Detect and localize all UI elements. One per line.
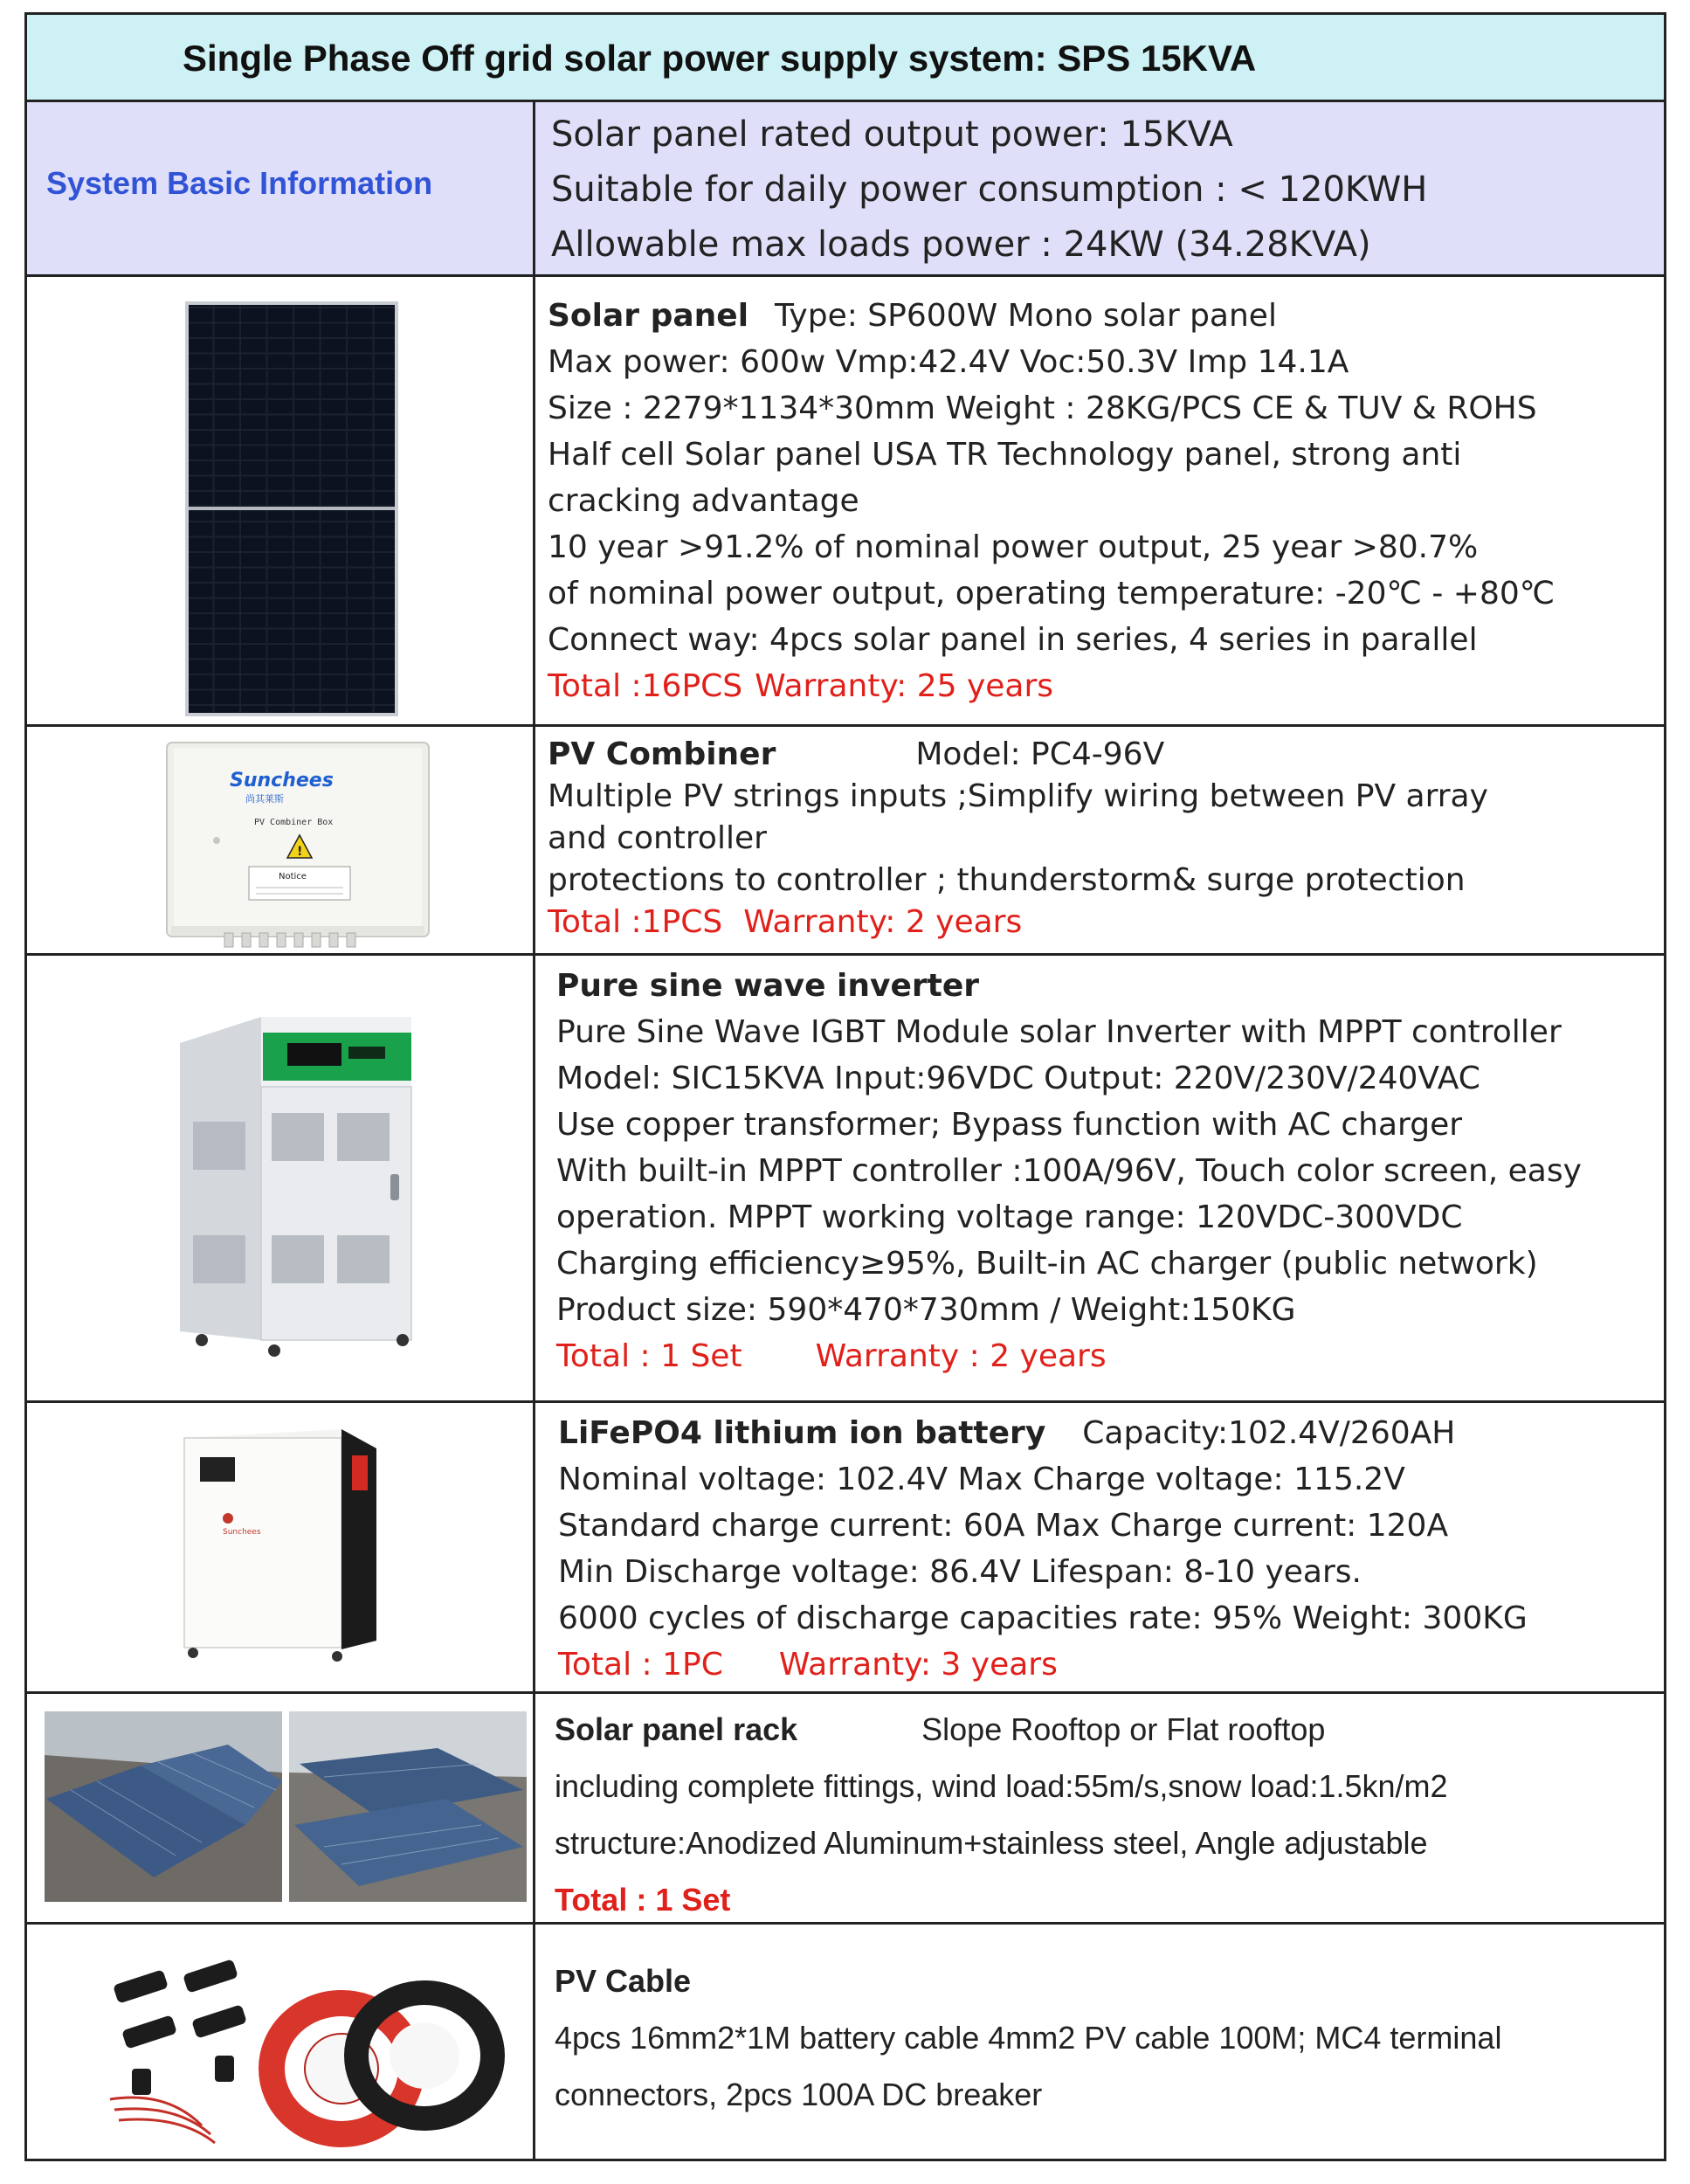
battery-heading: LiFePO4 lithium ion battery (558, 1415, 1046, 1451)
lock-icon (390, 1174, 399, 1200)
rack-heading: Solar panel rack (555, 1711, 798, 1747)
inverter-line-6: Charging efficiency≥95%, Built-in AC charger (public network) (556, 1246, 1538, 1282)
inverter-line-7: Product size: 590*470*730mm / Weight:150KG (556, 1292, 1296, 1328)
inverter-total: Total : 1 Set (556, 1338, 742, 1374)
solar-panel-line-5: 10 year >91.2% of nominal power output, 25 year >80.7% (548, 529, 1479, 565)
combiner-box-image (27, 727, 535, 952)
battery-image-cell (27, 1403, 535, 1691)
pv-combiner-warranty: Warranty: 2 years (743, 904, 1023, 940)
battery-logo (223, 1513, 233, 1524)
rack-details (535, 1694, 1664, 1922)
battery-line-4: 6000 cycles of discharge capacities rate: 95% Weight: 300KG (558, 1600, 1528, 1636)
solar-panel-warranty: Warranty: 25 years (755, 668, 1054, 704)
inverter-line-3: Use copper transformer; Bypass function with AC charger (556, 1107, 1463, 1143)
combiner-brand-sub: 尚其莱斯 (245, 793, 284, 805)
solar-panel-image-cell (27, 277, 535, 724)
solar-panel-heading: Solar panel (548, 298, 749, 334)
rack-image (27, 1694, 535, 1921)
battery-warranty: Warranty: 3 years (778, 1647, 1058, 1683)
battery-line-2: Standard charge current: 60A Max Charge current: 120A (558, 1508, 1449, 1544)
system-info-label: System Basic Information (46, 165, 433, 201)
rack-row (27, 1694, 1664, 1925)
rack-image-cell (27, 1694, 535, 1922)
pv-combiner-line-2: and controller (548, 820, 767, 856)
solar-panel-line-7: Connect way: 4pcs solar panel in series, 4 series in parallel (548, 622, 1478, 658)
pv-combiner-heading: PV Combiner (548, 736, 776, 772)
solar-panel-details (535, 277, 1664, 724)
combiner-brand: Sunchees (230, 770, 334, 791)
solar-panel-line-6: of nominal power output, operating temperature: -20℃ - +80℃ (548, 576, 1555, 612)
rack-total: Total : 1 Set (555, 1882, 731, 1918)
rack-line-1: including complete fittings, wind load:55m/s,snow load:1.5kn/m2 (555, 1768, 1448, 1804)
solar-panel-line-3: Half cell Solar panel USA TR Technology panel, strong anti (548, 437, 1462, 473)
rack-line-2: structure:Anodized Aluminum+stainless steel, Angle adjustable (555, 1825, 1428, 1861)
spec-sheet (24, 12, 1666, 2161)
solar-panel-total: Total :16PCS (548, 668, 743, 704)
solar-panel-line-1: Max power: 600w Vmp:42.4V Voc:50.3V Imp 14.1A (548, 344, 1349, 380)
cable-details (535, 1925, 1664, 2159)
info-line-2: Suitable for daily power consumption : < 120KWH (551, 169, 1428, 210)
pv-combiner-model: Model: PC4-96V (915, 736, 1165, 772)
inverter-details (535, 956, 1664, 1400)
battery-line-3: Min Discharge voltage: 86.4V Lifespan: 8-10 years. (558, 1554, 1362, 1590)
solar-panel-type: Type: SP600W Mono solar panel (775, 298, 1277, 334)
solar-panel-line-2: Size : 2279*1134*30mm Weight : 28KG/PCS CE & TUV & ROHS (548, 390, 1537, 426)
cable-image-cell (27, 1925, 535, 2159)
cable-image (27, 1925, 535, 2159)
combiner-box-label: PV Combiner Box (254, 818, 334, 827)
battery-row (27, 1403, 1664, 1694)
svg-text:!: ! (297, 845, 303, 859)
system-info-row (27, 102, 1664, 277)
inverter-row (27, 956, 1664, 1403)
inverter-image-cell (27, 956, 535, 1400)
cable-line-2: connectors, 2pcs 100A DC breaker (555, 2077, 1043, 2112)
pv-combiner-row (27, 727, 1664, 956)
inverter-image (27, 956, 535, 1400)
page-title: Single Phase Off grid solar power supply system: SPS 15KVA (27, 15, 1664, 102)
battery-capacity: Capacity:102.4V/260AH (1082, 1415, 1456, 1451)
battery-line-1: Nominal voltage: 102.4V Max Charge voltage: 115.2V (558, 1462, 1405, 1497)
battery-brand: Sunchees (223, 1528, 261, 1537)
inverter-line-4: With built-in MPPT controller :100A/96V, Touch color screen, easy (556, 1153, 1582, 1189)
cable-line-1: 4pcs 16mm2*1M battery cable 4mm2 PV cable 100M; MC4 terminal (555, 2020, 1502, 2056)
info-line-1: Solar panel rated output power: 15KVA (551, 114, 1233, 155)
info-line-3: Allowable max loads power : 24KW (34.28KVA) (551, 225, 1371, 265)
combiner-notice: Notice (279, 872, 307, 881)
inverter-line-5: operation. MPPT working voltage range: 120VDC-300VDC (556, 1199, 1463, 1235)
pv-combiner-line-1: Multiple PV strings inputs ;Simplify wiring between PV array (548, 778, 1488, 814)
battery-total: Total : 1PC (558, 1647, 723, 1683)
inverter-line-1: Pure Sine Wave IGBT Module solar Inverter with MPPT controller (556, 1014, 1562, 1050)
cable-heading: PV Cable (555, 1963, 692, 1999)
inverter-heading: Pure sine wave inverter (556, 968, 980, 1004)
battery-image (27, 1403, 535, 1691)
inverter-warranty: Warranty : 2 years (815, 1338, 1107, 1374)
pv-combiner-image-cell (27, 727, 535, 953)
solar-panel-line-4: cracking advantage (548, 483, 859, 519)
pv-combiner-details (535, 727, 1664, 953)
cable-row (27, 1925, 1664, 2159)
battery-details (535, 1403, 1664, 1691)
inverter-line-2: Model: SIC15KVA Input:96VDC Output: 220V/230V/240VAC (556, 1061, 1480, 1096)
solar-panel-row (27, 277, 1664, 727)
rack-type: Slope Rooftop or Flat rooftop (921, 1711, 1326, 1747)
system-info-label-cell (27, 102, 535, 274)
system-info-values (535, 102, 1664, 274)
pv-combiner-total: Total :1PCS (548, 904, 723, 940)
pv-combiner-line-3: protections to controller ; thunderstorm& surge protection (548, 862, 1466, 898)
solar-panel-image (27, 277, 535, 724)
